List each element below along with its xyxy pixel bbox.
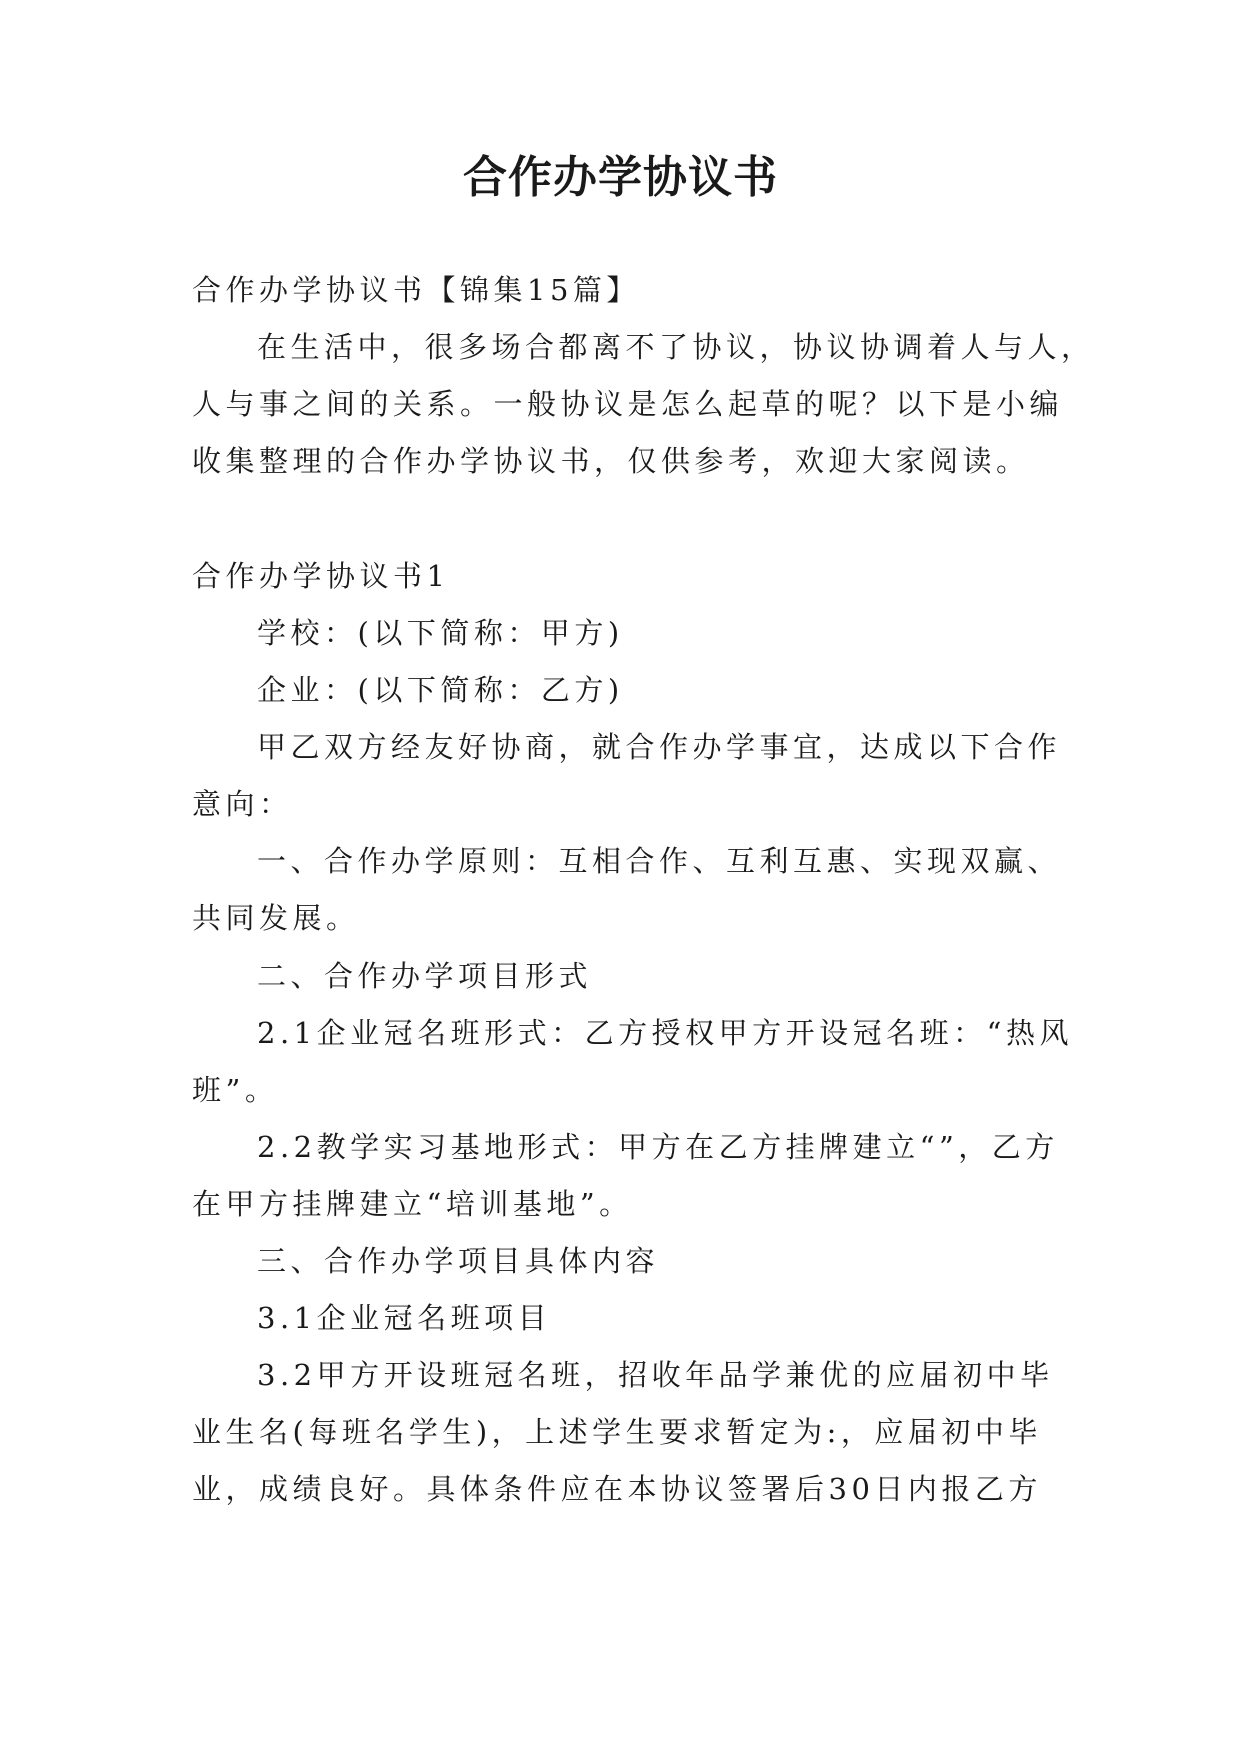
clause-3-1: 3.1企业冠名班项目 [257, 1301, 552, 1335]
project-form-heading: 二、合作办学项目形式 [257, 959, 593, 993]
clause-3-2-line-1: 3.2甲方开设班冠名班，招收年品学兼优的应届初中毕 [257, 1358, 1054, 1392]
document-title: 合作办学协议书 [463, 152, 778, 203]
principle-line-2: 共同发展。 [192, 901, 360, 935]
principle-line-1: 一、合作办学原则：互相合作、互利互惠、实现双赢、 [257, 844, 1062, 878]
clause-2-1-line-1: 2.1企业冠名班形式：乙方授权甲方开设冠名班：“热风 [257, 1016, 1073, 1050]
clause-2-2-line-2: 在甲方挂牌建立“培训基地”。 [192, 1187, 633, 1221]
section-heading-1: 合作办学协议书1 [192, 559, 450, 593]
party-b-line: 企业：(以下简称：乙方) [257, 673, 624, 707]
collection-heading: 合作办学协议书【锦集15篇】 [192, 273, 640, 307]
project-content-heading: 三、合作办学项目具体内容 [257, 1244, 660, 1278]
party-a-line: 学校：(以下简称：甲方) [257, 616, 624, 650]
agreement-line-2: 意向： [192, 787, 293, 821]
intro-line-2: 人与事之间的关系。一般协议是怎么起草的呢？以下是小编 [192, 387, 1064, 421]
agreement-line-1: 甲乙双方经友好协商，就合作办学事宜，达成以下合作 [257, 730, 1062, 764]
intro-line-3: 收集整理的合作办学协议书，仅供参考，欢迎大家阅读。 [192, 444, 1030, 478]
clause-3-2-line-3: 业，成绩良好。具体条件应在本协议签署后30日内报乙方 [192, 1472, 1042, 1506]
intro-line-1: 在生活中，很多场合都离不了协议，协议协调着人与人， [257, 330, 1095, 364]
clause-2-1-line-2: 班”。 [192, 1073, 279, 1107]
clause-2-2-line-1: 2.2教学实习基地形式：甲方在乙方挂牌建立“”，乙方 [257, 1130, 1059, 1164]
clause-3-2-line-2: 业生名(每班名学生)，上述学生要求暂定为:，应届初中毕 [192, 1415, 1042, 1449]
